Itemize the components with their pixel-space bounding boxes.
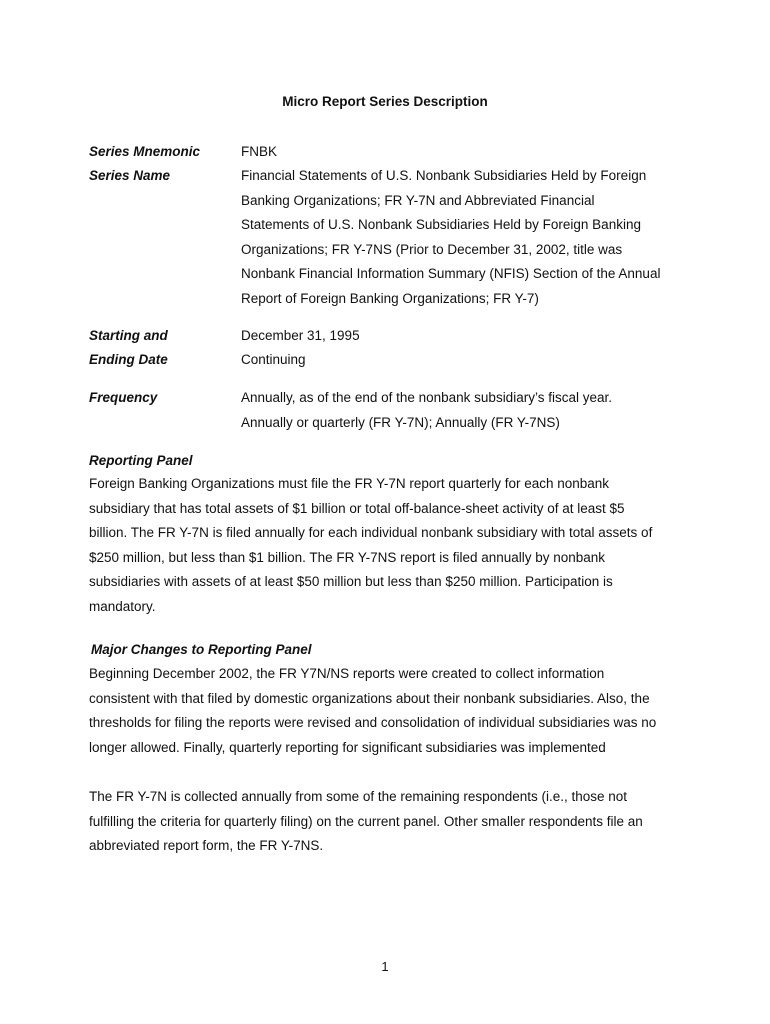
paragraph-line: abbreviated report form, the FR Y-7NS.: [89, 838, 324, 853]
series-name-line: Financial Statements of U.S. Nonbank Subsidiaries Held by Foreign: [241, 168, 647, 183]
series-name-line: Report of Foreign Banking Organizations; FR Y-7): [241, 290, 539, 306]
frequency-label: Frequency: [89, 390, 158, 405]
paragraph-line: fulfilling the criteria for quarterly filing) on the current panel. Other smaller respondents file an: [89, 813, 643, 829]
paragraph-line: Foreign Banking Organizations must file the FR Y-7N report quarterly for each nonbank: [89, 476, 610, 491]
paragraph-line: Beginning December 2002, the FR Y7N/NS reports were created to collect information: [89, 666, 605, 681]
reporting-panel-paragraph: [89, 472, 689, 619]
ending-date-label: Ending Date: [89, 352, 168, 367]
paragraph-line: subsidiary that has total assets of $1 billion or total off-balance-sheet activity of at least $5: [89, 500, 625, 516]
series-name-line: Nonbank Financial Information Summary (NFIS) Section of the Annual: [241, 266, 661, 281]
reporting-panel-heading: Reporting Panel: [89, 453, 193, 468]
series-name-line: Banking Organizations; FR Y-7N and Abbreviated Financial: [241, 192, 595, 208]
major-changes-heading: Major Changes to Reporting Panel: [91, 642, 312, 657]
major-changes-paragraph-1: [89, 662, 689, 760]
starting-date-label: Starting and: [89, 328, 168, 343]
paragraph-line: consistent with that filed by domestic organizations about their nonbank subsidiaries. Also, the: [89, 690, 650, 706]
page-number: 1: [381, 959, 389, 974]
frequency-line: Annually or quarterly (FR Y-7N); Annually (FR Y-7NS): [241, 414, 560, 430]
paragraph-line: subsidiaries with assets of at least $50 million but less than $250 million. Participation is: [89, 574, 613, 589]
series-name-line: Organizations; FR Y-7NS (Prior to December 31, 2002, title was: [241, 241, 623, 257]
page-title: Micro Report Series Description: [282, 94, 488, 109]
series-mnemonic-label: Series Mnemonic: [89, 144, 201, 159]
major-changes-paragraph-2: [89, 785, 689, 859]
ending-date-value: Continuing: [241, 352, 306, 367]
paragraph-line: longer allowed. Finally, quarterly reporting for significant subsidiaries was implemented: [89, 739, 606, 755]
series-mnemonic-value: FNBK: [241, 144, 278, 159]
series-name-value: [241, 164, 681, 311]
paragraph-line: The FR Y-7N is collected annually from some of the remaining respondents (i.e., those not: [89, 789, 628, 804]
series-name-line: Statements of U.S. Nonbank Subsidiaries Held by Foreign Banking: [241, 217, 641, 232]
paragraph-line: mandatory.: [89, 598, 156, 614]
frequency-value: [241, 386, 681, 435]
frequency-line: Annually, as of the end of the nonbank subsidiary’s fiscal year.: [241, 390, 612, 405]
paragraph-line: billion. The FR Y-7N is filed annually for each individual nonbank subsidiary with total assets of: [89, 525, 653, 540]
series-name-label: Series Name: [89, 168, 171, 183]
paragraph-line: $250 million, but less than $1 billion. The FR Y-7NS report is filed annually by nonbank: [89, 549, 606, 565]
starting-date-value: December 31, 1995: [241, 328, 360, 343]
paragraph-line: thresholds for filing the reports were revised and consolidation of individual subsidiaries was no: [89, 715, 657, 730]
